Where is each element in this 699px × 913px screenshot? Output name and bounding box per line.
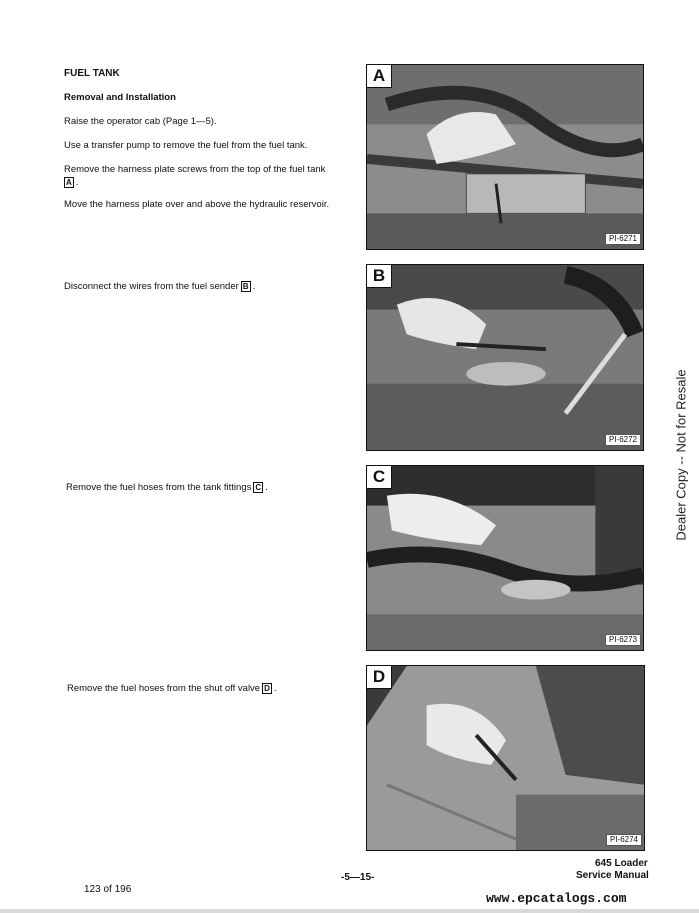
figure-ref-badge: C [255,482,262,492]
figure-letter: B [367,265,392,288]
figure-code: PI-6271 [605,233,641,245]
figure-code: PI-6272 [605,434,641,446]
step-raise-cab: Raise the operator cab (Page 1—5). [64,116,217,127]
website-link[interactable]: www.epcatalogs.com [486,891,627,906]
figure-d-image [367,666,644,850]
figure-d-photo [366,665,645,851]
manual-title: Service Manual [576,870,649,881]
page-count: 123 of 196 [84,884,132,895]
step-transfer-pump: Use a transfer pump to remove the fuel from the fuel tank. [64,140,308,151]
step-harness-screws [64,163,325,189]
dealer-copy-text: Dealer Copy -- Not for Resale [673,369,689,541]
step-remove-valve-hoses [67,682,277,695]
step-remove-tank-hoses [66,481,268,494]
step-text: Remove the fuel hoses from the tank fittings [66,482,252,493]
figure-c-image [367,466,643,650]
figure-letter: C [367,466,392,489]
step-suffix: . [75,177,79,188]
step-text: Remove the fuel hoses from the shut off valve [67,683,261,694]
figure-b-image [367,265,643,450]
dealer-copy-notice [671,360,691,550]
step-suffix: . [252,281,256,292]
step-text: Disconnect the wires from the fuel sender [64,281,239,292]
step-disconnect-wires [64,280,255,293]
step-suffix: . [273,683,277,694]
figure-c-photo [366,465,644,651]
page-number: -5—15- [341,872,375,883]
figure-code: PI-6274 [606,834,642,846]
section-subheading: Removal and Installation [64,92,176,103]
bottom-scroll-bar [0,909,699,913]
figure-code: PI-6273 [605,634,641,646]
section-heading: FUEL TANK [64,68,120,79]
figure-letter: D [367,666,392,689]
step-text: Remove the harness plate screws from the top of the fuel tank [64,164,326,175]
step-move-harness-plate: Move the harness plate over and above the hydraulic reservoir. [64,199,330,210]
figure-ref-badge: D [264,683,270,693]
figure-ref-badge: B [242,281,249,291]
figure-a-image [367,65,643,249]
figure-letter: A [367,65,392,88]
model-name: 645 Loader [595,858,648,869]
figure-ref-badge: A [66,177,72,187]
figure-b-photo [366,264,644,451]
figure-a-photo [366,64,644,250]
step-suffix: . [265,482,268,493]
